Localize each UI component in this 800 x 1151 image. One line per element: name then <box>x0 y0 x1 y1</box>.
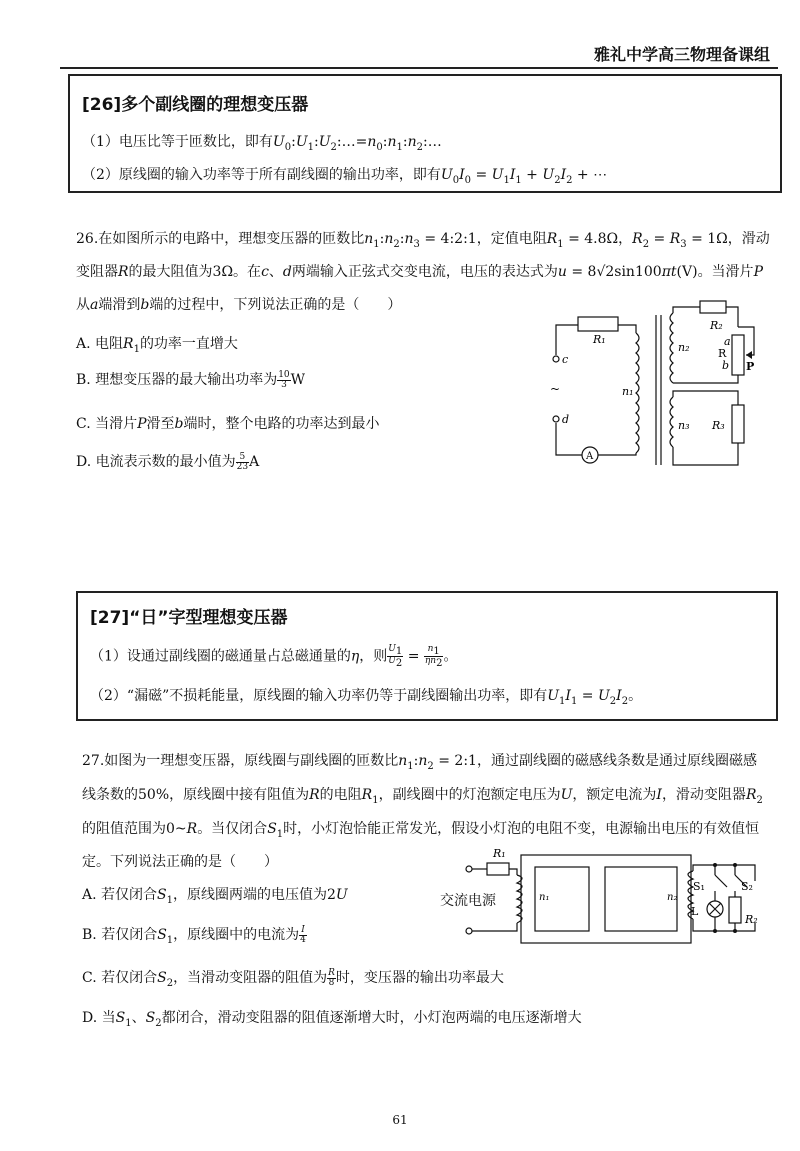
q26-line-3: 从a端滑到b端的过程中，下列说法正确的是（ ） <box>76 297 402 313</box>
circuit-diagram-26 <box>548 305 768 465</box>
box-26-line-1: （1）电压比等于匝数比，即有$U_0:U_1:U_2:\dots=n_0:n_1:n_2:\dots$ <box>82 134 442 153</box>
circuit-diagram-27 <box>465 845 765 955</box>
q26-option-d: D. 电流表示数的最小值为 $\frac{5}{23}$ A <box>76 451 260 472</box>
header-rule <box>60 67 778 69</box>
label-n2-27: n₂ <box>667 892 678 903</box>
q27-option-a: A. 若仅闭合$S_1$，原线圈两端的电压值为2U <box>82 887 348 906</box>
label-ac: ~ <box>550 382 561 396</box>
label-n3: n₃ <box>678 419 690 432</box>
page-number: 61 <box>392 1113 408 1127</box>
label-n1-27: n₁ <box>539 892 550 903</box>
q26-option-c: C. 当滑片P滑至b端时，整个电路的功率达到最小 <box>76 416 380 432</box>
label-r1: R₁ <box>593 333 606 346</box>
ammeter-icon: A <box>586 451 594 462</box>
label-s1: S₁ <box>693 880 705 893</box>
ac-source-label: 交流电源 <box>440 893 496 909</box>
q27-line-2: 线条数的50%，原线圈中接有阻值为R的电阻$R_1$，副线圈中的灯泡额定电压为U，额定电流为I，滑动变阻器$R_2$ <box>82 787 763 806</box>
label-d: d <box>562 413 570 426</box>
q27-line-4: 定。下列说法正确的是（ ） <box>82 854 278 870</box>
q26-line-1: 26.在如图所示的电路中，理想变压器的匝数比$n_1:n_2:n_3$ = 4:2:1，定值电阻$R_1 = 4.8\Omega$，$R_2 = R_3 = 1\Omega$，滑动 <box>76 231 770 250</box>
q27-line-1: 27.如图为一理想变压器，原线圈与副线圈的匝数比$n_1:n_2$ = 2:1，通过副线圈的磁感线条数是通过原线圈磁感 <box>82 753 757 772</box>
label-lamp: L <box>691 905 699 918</box>
label-b: b <box>722 359 730 372</box>
q27-option-b: B. 若仅闭合$S_1$，原线圈中的电流为 $\frac{I}{4}$ <box>82 924 306 946</box>
label-r2-27: R₂ <box>745 913 758 926</box>
summary-box-26 <box>68 74 782 193</box>
label-r: R <box>718 347 727 360</box>
box-27-line-1: （1）设通过副线圈的磁通量占总磁通量的η，则 $\frac{U_1}{U_2}$ = $\frac{n_1}{\eta n_2}$ 。 <box>90 644 458 669</box>
q27-option-c: C. 若仅闭合$S_2$，当滑动变阻器的阻值为 $\frac{R}{8}$ 时，变压器的输出功率最大 <box>82 967 504 989</box>
q27-option-d: D. 当$S_1$、$S_2$都闭合，滑动变阻器的阻值逐渐增大时，小灯泡两端的电压逐渐增大 <box>82 1010 582 1029</box>
q27-line-3: 的阻值范围为0~R。当仅闭合$S_1$时，小灯泡恰能正常发光，假设小灯泡的电阻不变，电源输出电压的有效值恒 <box>82 821 760 840</box>
box-27-line-2: （2）“漏磁”不损耗能量，原线圈的输入功率仍等于副线圈输出功率，即有$U_1I_1 = U_2I_2$。 <box>90 688 643 707</box>
box-27-title: [27]“日”字型理想变压器 <box>90 608 288 628</box>
header-title: 雅礼中学高三物理备课组 <box>593 45 770 64</box>
label-r3: R₃ <box>712 419 725 432</box>
page-header <box>0 0 800 70</box>
label-n1: n₁ <box>622 385 634 398</box>
q26-option-a: A. 电阻$R_1$的功率一直增大 <box>76 336 238 355</box>
label-c: c <box>562 353 569 366</box>
box-26-title: [26]多个副线圈的理想变压器 <box>82 95 309 115</box>
summary-box-27 <box>76 591 778 721</box>
label-r1-27: R₁ <box>493 847 506 860</box>
label-s2: S₂ <box>741 880 753 893</box>
label-n2: n₂ <box>678 341 690 354</box>
q26-option-b: B. 理想变压器的最大输出功率为 $\frac{10}{3}$ W <box>76 369 306 390</box>
label-a: a <box>724 335 731 348</box>
label-p: P <box>746 360 755 373</box>
label-r2: R₂ <box>710 319 723 332</box>
q26-line-2: 变阻器R的最大阻值为3Ω。在c、d两端输入正弦式交变电流，电压的表达式为u = 8√2sin100πt(V)。当滑片P <box>76 264 763 280</box>
box-26-line-2: （2）原线圈的输入功率等于所有副线圈的输出功率，即有$U_0I_0 = U_1I_1 + U_2I_2$ + ⋯ <box>82 167 608 186</box>
